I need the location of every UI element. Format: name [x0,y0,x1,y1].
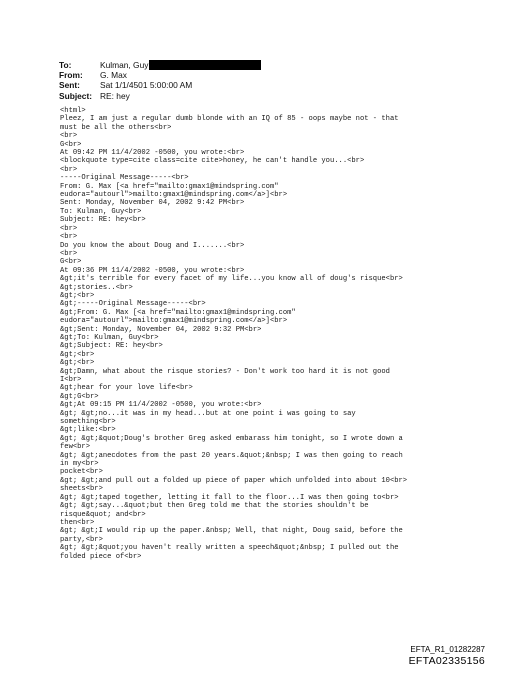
body-line: then<br> [60,518,95,527]
from-row [59,70,261,80]
body-line: &gt;Damn, what about the risque stories? - Don't work too hard it is not good [60,367,390,376]
body-line: &gt;At 09:15 PM 11/4/2002 -0500, you wrote:<br> [60,401,262,410]
subject-value: RE: hey [100,90,130,101]
body-line: From: G. Max [<a href="mailto:gmax1@mindspring.com" [60,182,279,191]
to-row [59,60,261,70]
body-line: &gt;-----Original Message-----<br> [60,300,206,309]
body-line: &gt; &gt;taped together, letting it fall to the floor...I was then going to<br> [60,493,399,502]
body-line: &gt;hear for your love life<br> [60,384,193,393]
body-line: risque&quot; and<br> [60,510,146,519]
sent-value: Sat 1/1/4501 5:00:00 AM [100,80,193,91]
body-line: &gt;<br> [60,359,95,368]
body-line: &gt;Sent: Monday, November 04, 2002 9:32 PM<br> [60,325,262,334]
to-label: To: [59,60,72,70]
body-line: &gt;it's terrible for every facet of my life...you know all of doug's risque<br> [60,275,403,284]
body-line: <br> [60,224,78,233]
from-label: From: [59,70,83,81]
body-line: <br> [60,233,78,242]
body-line: At 09:36 PM 11/4/2002 -0500, you wrote:<br> [60,266,245,275]
body-line: folded piece of<br> [60,552,142,561]
body-line: &gt;<br> [60,350,95,359]
bates-number-large: EFTA02335156 [408,655,485,667]
sent-row [59,80,261,90]
body-line: &gt;stories..<br> [60,283,133,292]
body-line: Subject: RE: hey<br> [60,216,146,225]
body-line: &gt;To: Kulman, Guy<br> [60,333,159,342]
email-header [59,60,261,101]
body-line: Pleez, I am just a regular dumb blonde with an IQ of 85 - oops maybe not - that [60,115,399,124]
body-line: To: Kulman, Guy<br> [60,207,142,216]
body-line: in my<br> [60,460,99,469]
subject-label: Subject: [59,90,93,101]
body-line: <html> [60,107,86,115]
body-line: &gt;Subject: RE: hey<br> [60,342,163,351]
from-value: G. Max [100,70,127,81]
body-line: &gt; &gt;I would rip up the paper.&nbsp; Well, that night, Doug said, before the [60,527,403,536]
body-line: G<br> [60,140,82,149]
subject-row [59,91,261,101]
body-line: must be all the others<br> [60,123,172,132]
body-line: &gt;G<br> [60,392,99,401]
body-line: &gt; &gt;&quot;Doug's brother Greg asked embarass him tonight, so I wrote down a [60,434,403,443]
body-line: Sent: Monday, November 04, 2002 9:42 PM<br> [60,199,245,208]
body-line: <blockquote type=cite class=cite cite>honey, he can't handle you...<br> [60,157,365,166]
body-line: eudora="autourl">mailto:gmax1@mindspring.com</a>]<br> [60,191,288,200]
body-line: At 09:42 PM 11/4/2002 -0500, you wrote:<br> [60,149,245,158]
redaction-box [149,60,261,70]
body-line: &gt; &gt;&quot;you haven't really written a speech&quot;&nbsp; I pulled out the [60,544,399,553]
body-line: sheets<br> [60,485,103,494]
sent-label: Sent: [59,80,80,91]
body-line: <br> [60,165,78,174]
to-value: Kulman, Guy [100,60,149,70]
body-line: -----Original Message-----<br> [60,174,189,183]
body-line: &gt; &gt;no...it was in my head...but at one point i was going to say [60,409,356,418]
body-line: something<br> [60,418,116,427]
body-line: eudora="autourl">mailto:gmax1@mindspring.com</a>]<br> [60,317,288,326]
body-line: &gt;like:<br> [60,426,116,435]
body-line: G<br> [60,258,82,267]
email-body [60,107,460,561]
body-line: &gt; &gt;anecdotes from the past 20 years.&quot;&nbsp; I was then going to reach [60,451,403,460]
body-line: &gt;From: G. Max [<a href="mailto:gmax1@mindspring.com" [60,308,296,317]
body-line: &gt; &gt;and pull out a folded up piece of paper which unfolded into about 10<br> [60,476,408,485]
body-line: <br> [60,249,78,258]
bates-number-small: EFTA_R1_01282287 [410,645,485,654]
body-line: &gt; &gt;say...&quot;but then Greg told me that the stories shouldn't be [60,502,369,511]
body-line: Do you know the about Doug and I.......<br> [60,241,245,250]
body-line: pocket<br> [60,468,103,477]
body-line: few<br> [60,443,90,452]
body-line: party,<br> [60,535,103,544]
body-line: &gt;<br> [60,291,95,300]
body-line: <br> [60,132,78,141]
body-line: I<br> [60,376,82,384]
